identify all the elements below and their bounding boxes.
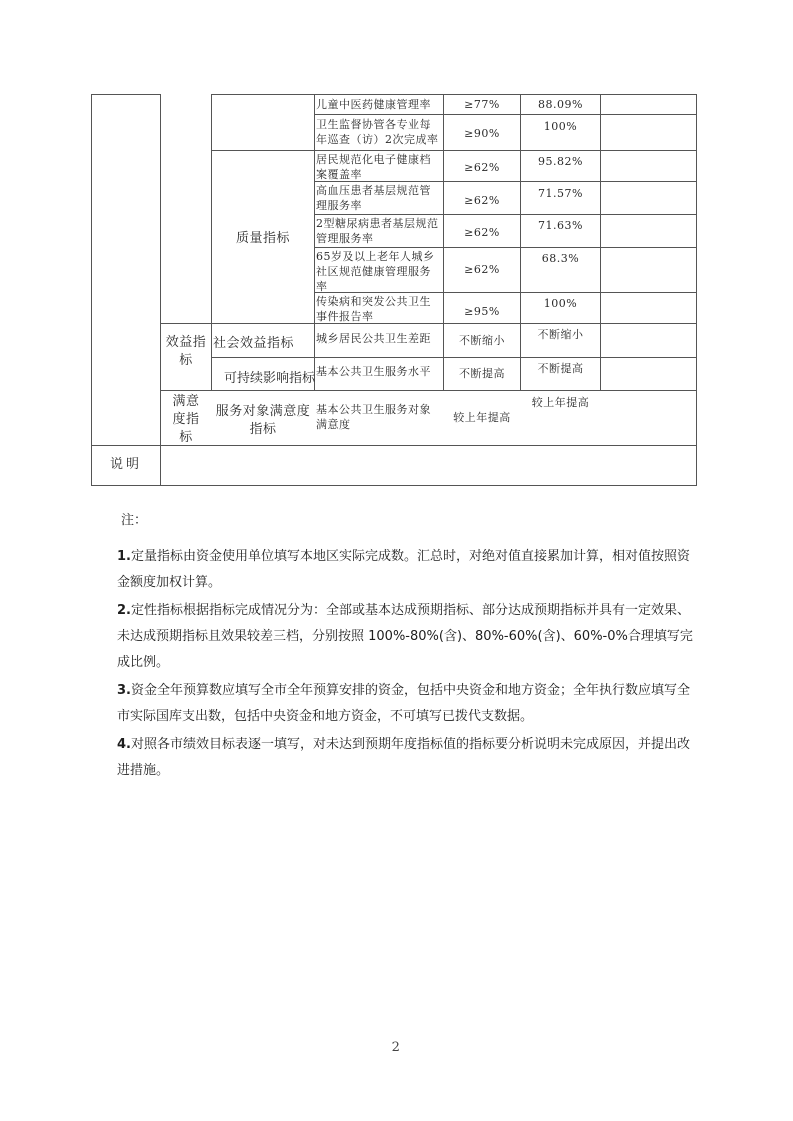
table-line — [600, 94, 601, 391]
indicator-cell: 卫生监督协管各专业每年巡查（访）2次完成率 — [316, 118, 439, 146]
actual-cell: 71.57% — [538, 187, 583, 200]
indicator-cell: 儿童中医药健康管理率 — [316, 98, 431, 111]
sustainable-impact-label: 可持续影响指标 — [223, 371, 315, 386]
actual-cell: 88.09% — [538, 98, 583, 111]
target-cell: ≥62% — [464, 194, 500, 207]
table-line — [160, 390, 697, 391]
notes-title: 注： — [121, 513, 148, 528]
actual-cell: 95.82% — [538, 155, 583, 168]
note-row-label: 说明 — [109, 457, 142, 472]
target-cell: 不断提高 — [459, 367, 505, 380]
notes-section — [117, 508, 697, 786]
note-number: 4. — [117, 737, 131, 752]
indicator-cell: 基本公共卫生服务水平 — [316, 365, 431, 378]
note-text: 对照各市绩效目标表逐一填写，对未达到预期年度指标值的指标要分析说明未完成原因，并提出改进措施。 — [117, 737, 690, 778]
indicator-cell: 居民规范化电子健康档案覆盖率 — [316, 153, 431, 181]
target-cell: ≥62% — [464, 263, 500, 276]
target-cell: ≥95% — [464, 305, 500, 318]
actual-cell: 100% — [543, 297, 578, 310]
note-item — [117, 544, 697, 596]
table-line — [91, 94, 161, 95]
indicator-cell: 城乡居民公共卫生差距 — [316, 332, 431, 345]
table-line — [696, 94, 697, 486]
table-line — [314, 214, 697, 215]
target-cell: ≥90% — [464, 127, 500, 140]
indicator-cell: 高血压患者基层规范管理服务率 — [316, 184, 431, 212]
table-line — [160, 94, 161, 486]
actual-cell: 不断缩小 — [537, 328, 584, 341]
actual-cell: 100% — [543, 120, 578, 133]
note-text: 定性指标根据指标完成情况分为：全部或基本达成预期指标、部分达成预期指标并具有一定效果、未达成预期指标且效果较差三档，分别按照 100%-80%(含)、80%-60%(含)、60%-0%合理填写完成比例。 — [117, 603, 693, 670]
quality-indicator-label: 质量指标 — [235, 231, 290, 246]
benefit-indicator-label: 效益指标 — [165, 335, 207, 368]
target-cell: ≥77% — [464, 98, 500, 111]
table-line — [314, 114, 697, 115]
satisfaction-indicator-label: 满意度指标 — [172, 394, 200, 445]
actual-cell: 不断提高 — [537, 362, 584, 375]
indicator-cell: 2型糖尿病患者基层规范管理服务率 — [316, 217, 439, 245]
indicator-cell: 65岁及以上老年人城乡社区规范健康管理服务率 — [316, 250, 435, 293]
target-cell: 不断缩小 — [459, 334, 505, 347]
indicator-cell: 传染病和突发公共卫生事件报告率 — [316, 295, 431, 323]
table-line — [520, 94, 521, 391]
indicator-cell: 基本公共卫生服务对象满意度 — [316, 403, 431, 431]
note-text: 定量指标由资金使用单位填写本地区实际完成数。汇总时，对绝对值直接累加计算，相对值按照资金额度加权计算。 — [117, 549, 690, 590]
page-number: 2 — [391, 1040, 401, 1055]
target-cell: 较上年提高 — [453, 411, 511, 424]
actual-cell: 71.63% — [538, 219, 583, 232]
actual-cell: 较上年提高 — [531, 396, 590, 409]
table-line — [314, 247, 697, 248]
note-item — [117, 598, 697, 676]
note-item — [117, 732, 697, 784]
service-satisfaction-label: 服务对象满意度指标 — [215, 404, 311, 437]
note-item — [117, 678, 697, 730]
target-cell: ≥62% — [464, 226, 500, 239]
table-line — [211, 357, 697, 358]
note-number: 3. — [117, 683, 131, 698]
table-line — [91, 485, 697, 486]
actual-cell: 68.3% — [541, 252, 580, 265]
target-cell: ≥62% — [464, 161, 500, 174]
table-line — [211, 94, 697, 95]
table-line — [91, 94, 92, 486]
social-benefit-label: 社会效益指标 — [213, 336, 295, 351]
table-line — [211, 150, 697, 151]
note-number: 2. — [117, 603, 131, 618]
note-text: 资金全年预算数应填写全市全年预算安排的资金，包括中央资金和地方资金；全年执行数应填写全市实际国库支出数，包括中央资金和地方资金，不可填写已拨代支数据。 — [117, 683, 690, 724]
note-number: 1. — [117, 549, 131, 564]
